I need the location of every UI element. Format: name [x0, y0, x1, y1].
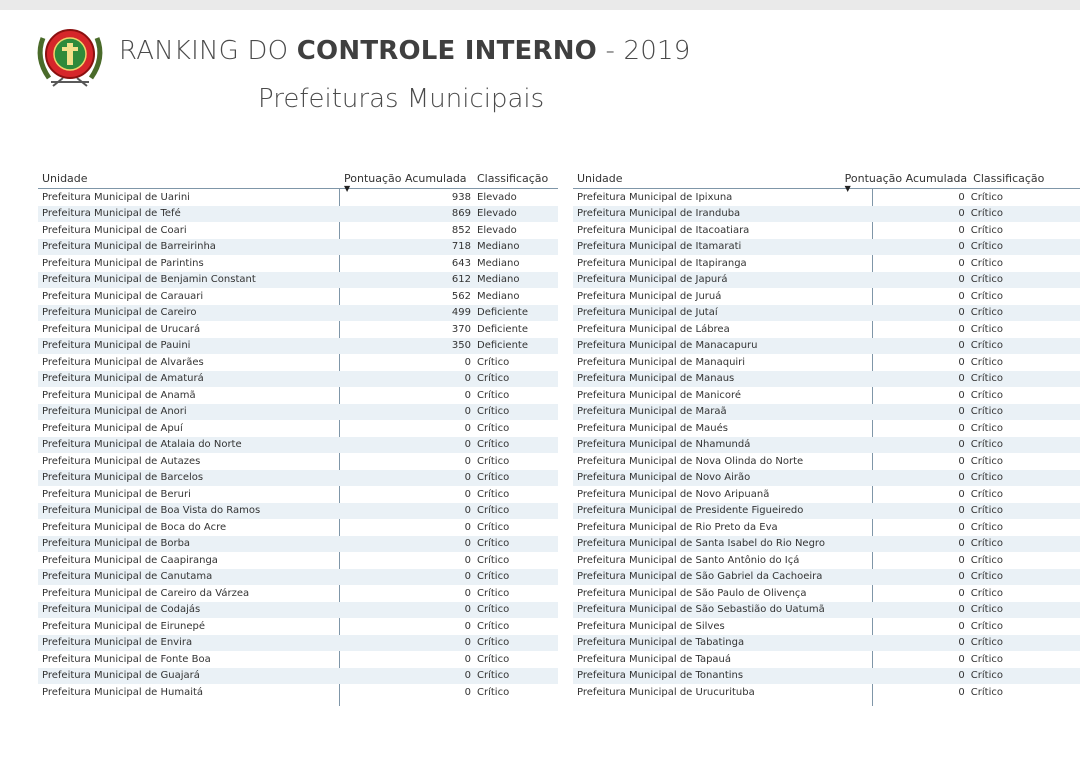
cell-pontuacao: 0 [464, 472, 471, 484]
table-row[interactable] [38, 651, 558, 668]
cell-pontuacao: 0 [958, 307, 965, 319]
table-row[interactable] [573, 354, 1080, 371]
cell-unidade: Prefeitura Municipal de Manacapuru [577, 340, 758, 352]
cell-unidade: Prefeitura Municipal de Juruá [577, 290, 722, 302]
cell-unidade: Prefeitura Municipal de Boa Vista do Ramos [42, 505, 261, 517]
cell-pontuacao: 0 [958, 472, 965, 484]
table-row[interactable] [38, 668, 558, 685]
cell-unidade: Prefeitura Municipal de Autazes [42, 455, 201, 467]
cell-classificacao: Crítico [477, 571, 510, 583]
cell-classificacao: Crítico [970, 505, 1003, 517]
table-row[interactable] [38, 354, 558, 371]
cell-unidade: Prefeitura Municipal de Barreirinha [42, 241, 216, 253]
cell-classificacao: Crítico [970, 323, 1003, 335]
cell-pontuacao: 0 [958, 356, 965, 368]
table-row[interactable] [38, 486, 558, 503]
cell-unidade: Prefeitura Municipal de Carauari [42, 290, 204, 302]
cell-pontuacao: 0 [958, 521, 965, 533]
cell-unidade: Prefeitura Municipal de Anamã [42, 389, 196, 401]
cell-pontuacao: 0 [958, 439, 965, 451]
cell-classificacao: Deficiente [477, 323, 528, 335]
column-header-classificacao[interactable]: Classificação [477, 172, 549, 185]
table-row[interactable] [573, 387, 1080, 404]
table-row[interactable] [573, 255, 1080, 272]
table-row[interactable] [38, 585, 558, 602]
cell-classificacao: Crítico [970, 620, 1003, 632]
cell-classificacao: Crítico [477, 620, 510, 632]
table-row[interactable] [573, 470, 1080, 487]
cell-unidade: Prefeitura Municipal de Urucurituba [577, 686, 755, 698]
cell-pontuacao: 350 [451, 340, 471, 352]
cell-unidade: Prefeitura Municipal de Barcelos [42, 472, 204, 484]
cell-classificacao: Crítico [970, 488, 1003, 500]
cell-unidade: Prefeitura Municipal de Parintins [42, 257, 204, 269]
cell-unidade: Prefeitura Municipal de Coari [42, 224, 187, 236]
cell-unidade: Prefeitura Municipal de Iranduba [577, 208, 741, 220]
table-body [573, 189, 1080, 701]
column-header-unidade[interactable]: Unidade [42, 172, 88, 185]
cell-pontuacao: 938 [451, 191, 471, 203]
cell-pontuacao: 0 [958, 587, 965, 599]
table-row[interactable] [38, 404, 558, 421]
cell-classificacao: Crítico [477, 670, 510, 682]
table-row[interactable] [38, 255, 558, 272]
cell-unidade: Prefeitura Municipal de Careiro da Várzea [42, 587, 250, 599]
table-row[interactable] [38, 470, 558, 487]
cell-classificacao: Crítico [477, 505, 510, 517]
cell-pontuacao: 0 [958, 653, 965, 665]
cell-pontuacao: 612 [451, 274, 471, 286]
cell-classificacao: Crítico [970, 637, 1003, 649]
cell-unidade: Prefeitura Municipal de Manicoré [577, 389, 742, 401]
cell-classificacao: Crítico [477, 554, 510, 566]
cell-pontuacao: 0 [958, 340, 965, 352]
cell-classificacao: Crítico [970, 208, 1003, 220]
cell-pontuacao: 0 [464, 422, 471, 434]
cell-classificacao: Crítico [970, 290, 1003, 302]
cell-pontuacao: 718 [451, 241, 471, 253]
cell-unidade: Prefeitura Municipal de Guajará [42, 670, 200, 682]
table-row[interactable] [573, 239, 1080, 256]
table-row[interactable] [573, 552, 1080, 569]
cell-classificacao: Crítico [477, 373, 510, 385]
cell-classificacao: Elevado [477, 191, 517, 203]
cell-pontuacao: 0 [464, 637, 471, 649]
cell-classificacao: Crítico [477, 488, 510, 500]
cell-unidade: Prefeitura Municipal de Careiro [42, 307, 197, 319]
cell-classificacao: Crítico [970, 455, 1003, 467]
cell-unidade: Prefeitura Municipal de Pauini [42, 340, 191, 352]
cell-pontuacao: 0 [958, 488, 965, 500]
cell-unidade: Prefeitura Municipal de Tonantins [577, 670, 744, 682]
cell-pontuacao: 0 [958, 257, 965, 269]
cell-unidade: Prefeitura Municipal de Silves [577, 620, 725, 632]
cell-unidade: Prefeitura Municipal de Jutaí [577, 307, 718, 319]
table-row[interactable] [573, 420, 1080, 437]
cell-pontuacao: 0 [464, 571, 471, 583]
cell-pontuacao: 0 [958, 191, 965, 203]
cell-pontuacao: 0 [958, 670, 965, 682]
table-row[interactable] [573, 585, 1080, 602]
cell-classificacao: Crítico [970, 587, 1003, 599]
cell-pontuacao: 0 [464, 620, 471, 632]
cell-pontuacao: 0 [958, 620, 965, 632]
cell-classificacao: Crítico [970, 356, 1003, 368]
cell-unidade: Prefeitura Municipal de Itacoatiara [577, 224, 750, 236]
cell-classificacao: Crítico [970, 538, 1003, 550]
sort-descending-icon[interactable]: ▼ [344, 184, 351, 193]
cell-unidade: Prefeitura Municipal de Santo Antônio do Içá [577, 554, 800, 566]
cell-classificacao: Mediano [477, 290, 520, 302]
cell-pontuacao: 643 [451, 257, 471, 269]
column-header-pontuacao[interactable]: Pontuação Acumulada ▼ [844, 172, 968, 193]
cell-classificacao: Crítico [970, 373, 1003, 385]
cell-unidade: Prefeitura Municipal de Manaquiri [577, 356, 746, 368]
table-row[interactable] [38, 536, 558, 553]
table-row[interactable] [573, 272, 1080, 289]
table-row[interactable] [38, 222, 558, 239]
cell-pontuacao: 0 [464, 356, 471, 368]
cell-unidade: Prefeitura Municipal de Itapiranga [577, 257, 747, 269]
cell-unidade: Prefeitura Municipal de Novo Airão [577, 472, 751, 484]
cell-classificacao: Crítico [970, 439, 1003, 451]
cell-classificacao: Deficiente [477, 340, 528, 352]
table-row[interactable] [573, 371, 1080, 388]
cell-pontuacao: 370 [451, 323, 471, 335]
cell-unidade: Prefeitura Municipal de Presidente Figueiredo [577, 505, 804, 517]
table-row[interactable] [38, 272, 558, 289]
cell-classificacao: Crítico [477, 439, 510, 451]
cell-unidade: Prefeitura Municipal de Anori [42, 406, 187, 418]
cell-classificacao: Crítico [477, 538, 510, 550]
cell-unidade: Prefeitura Municipal de Rio Preto da Eva [577, 521, 778, 533]
emblem-logo-icon [33, 24, 107, 90]
table-row[interactable] [573, 519, 1080, 536]
cell-pontuacao: 0 [464, 439, 471, 451]
cell-unidade: Prefeitura Municipal de Beruri [42, 488, 191, 500]
cell-unidade: Prefeitura Municipal de Caapiranga [42, 554, 218, 566]
cell-unidade: Prefeitura Municipal de Lábrea [577, 323, 730, 335]
table-row[interactable] [38, 552, 558, 569]
cell-classificacao: Crítico [477, 521, 510, 533]
cell-unidade: Prefeitura Municipal de Borba [42, 538, 191, 550]
cell-unidade: Prefeitura Municipal de Canutama [42, 571, 213, 583]
cell-unidade: Prefeitura Municipal de Atalaia do Norte [42, 439, 242, 451]
cell-pontuacao: 0 [958, 241, 965, 253]
table-row[interactable] [573, 536, 1080, 553]
cell-unidade: Prefeitura Municipal de Eirunepé [42, 620, 206, 632]
cell-classificacao: Crítico [970, 670, 1003, 682]
cell-classificacao: Crítico [477, 455, 510, 467]
cell-classificacao: Elevado [477, 208, 517, 220]
cell-pontuacao: 0 [958, 224, 965, 236]
cell-unidade: Prefeitura Municipal de São Sebastião do Uatumã [577, 604, 825, 616]
table-row[interactable] [573, 189, 1080, 206]
cell-classificacao: Mediano [477, 274, 520, 286]
table-row[interactable] [38, 239, 558, 256]
table-row[interactable] [573, 437, 1080, 454]
table-row[interactable] [38, 602, 558, 619]
table-row[interactable] [38, 453, 558, 470]
cell-pontuacao: 0 [464, 604, 471, 616]
table-row[interactable] [573, 503, 1080, 520]
cell-classificacao: Elevado [477, 224, 517, 236]
cell-unidade: Prefeitura Municipal de Urucará [42, 323, 201, 335]
cell-unidade: Prefeitura Municipal de Tabatinga [577, 637, 745, 649]
cell-pontuacao: 0 [464, 455, 471, 467]
cell-classificacao: Crítico [477, 637, 510, 649]
cell-unidade: Prefeitura Municipal de Ipixuna [577, 191, 733, 203]
cell-classificacao: Crítico [970, 274, 1003, 286]
cell-classificacao: Crítico [970, 686, 1003, 698]
cell-classificacao: Crítico [970, 257, 1003, 269]
sort-descending-icon[interactable]: ▼ [844, 184, 851, 193]
table-row[interactable] [573, 569, 1080, 586]
table-row[interactable] [38, 635, 558, 652]
cell-pontuacao: 562 [451, 290, 471, 302]
cell-classificacao: Mediano [477, 257, 520, 269]
ranking-table-right [573, 166, 1080, 701]
table-row[interactable] [38, 387, 558, 404]
cell-pontuacao: 0 [464, 389, 471, 401]
cell-classificacao: Crítico [970, 191, 1003, 203]
page-title: RANKING DO CONTROLE INTERNO - 2019 [119, 36, 691, 66]
cell-pontuacao: 0 [958, 373, 965, 385]
table-row[interactable] [38, 321, 558, 338]
table-row[interactable] [573, 684, 1080, 701]
cell-classificacao: Crítico [477, 406, 510, 418]
cell-unidade: Prefeitura Municipal de Nhamundá [577, 439, 751, 451]
cell-pontuacao: 0 [464, 521, 471, 533]
table-row[interactable] [573, 602, 1080, 619]
ranking-table-left [38, 166, 558, 701]
table-row[interactable] [573, 651, 1080, 668]
cell-pontuacao: 0 [958, 554, 965, 566]
table-row[interactable] [38, 569, 558, 586]
cell-classificacao: Crítico [970, 241, 1003, 253]
table-row[interactable] [38, 618, 558, 635]
table-row[interactable] [38, 206, 558, 223]
table-row[interactable] [38, 437, 558, 454]
top-bar [0, 0, 1080, 10]
cell-classificacao: Crítico [477, 686, 510, 698]
cell-pontuacao: 0 [464, 538, 471, 550]
cell-pontuacao: 0 [958, 686, 965, 698]
table-body [38, 189, 558, 701]
cell-classificacao: Crítico [970, 653, 1003, 665]
table-row[interactable] [573, 338, 1080, 355]
cell-unidade: Prefeitura Municipal de Apuí [42, 422, 183, 434]
cell-pontuacao: 0 [464, 488, 471, 500]
cell-classificacao: Crítico [970, 389, 1003, 401]
cell-classificacao: Crítico [970, 604, 1003, 616]
cell-pontuacao: 0 [464, 505, 471, 517]
table-row[interactable] [573, 404, 1080, 421]
table-row[interactable] [573, 321, 1080, 338]
cell-pontuacao: 0 [464, 373, 471, 385]
cell-classificacao: Crítico [477, 389, 510, 401]
cell-pontuacao: 0 [464, 587, 471, 599]
table-row[interactable] [38, 420, 558, 437]
cell-unidade: Prefeitura Municipal de Amaturá [42, 373, 204, 385]
table-row[interactable] [38, 519, 558, 536]
cell-classificacao: Crítico [970, 571, 1003, 583]
cell-unidade: Prefeitura Municipal de Nova Olinda do Norte [577, 455, 804, 467]
table-header [38, 166, 558, 193]
cell-unidade: Prefeitura Municipal de São Paulo de Olivença [577, 587, 807, 599]
cell-classificacao: Crítico [477, 604, 510, 616]
cell-classificacao: Deficiente [477, 307, 528, 319]
cell-pontuacao: 869 [451, 208, 471, 220]
cell-classificacao: Crítico [970, 406, 1003, 418]
cell-unidade: Prefeitura Municipal de Codajás [42, 604, 201, 616]
cell-unidade: Prefeitura Municipal de São Gabriel da Cachoeira [577, 571, 823, 583]
cell-unidade: Prefeitura Municipal de Uarini [42, 191, 190, 203]
cell-unidade: Prefeitura Municipal de Santa Isabel do Rio Negro [577, 538, 825, 550]
table-row[interactable] [38, 684, 558, 701]
cell-classificacao: Mediano [477, 241, 520, 253]
cell-unidade: Prefeitura Municipal de Novo Aripuanã [577, 488, 770, 500]
table-row[interactable] [573, 305, 1080, 322]
cell-unidade: Prefeitura Municipal de Benjamin Constant [42, 274, 256, 286]
cell-classificacao: Crítico [477, 472, 510, 484]
table-row[interactable] [573, 222, 1080, 239]
column-header-unidade[interactable]: Unidade [577, 172, 623, 185]
cell-unidade: Prefeitura Municipal de Boca do Acre [42, 521, 227, 533]
table-row[interactable] [38, 371, 558, 388]
table-row[interactable] [38, 189, 558, 206]
cell-pontuacao: 0 [958, 604, 965, 616]
cell-pontuacao: 852 [451, 224, 471, 236]
cell-pontuacao: 0 [958, 637, 965, 649]
cell-pontuacao: 0 [958, 208, 965, 220]
table-row[interactable] [38, 338, 558, 355]
cell-pontuacao: 0 [958, 406, 965, 418]
cell-pontuacao: 0 [958, 290, 965, 302]
cell-pontuacao: 0 [958, 505, 965, 517]
cell-pontuacao: 499 [451, 307, 471, 319]
column-header-pontuacao[interactable]: Pontuação Acumulada ▼ [344, 172, 467, 193]
cell-classificacao: Crítico [970, 224, 1003, 236]
cell-pontuacao: 0 [958, 389, 965, 401]
cell-classificacao: Crítico [970, 307, 1003, 319]
cell-pontuacao: 0 [464, 653, 471, 665]
page-subtitle: Prefeituras Municipais [258, 84, 545, 114]
table-row[interactable] [573, 618, 1080, 635]
table-row[interactable] [38, 305, 558, 322]
cell-classificacao: Crítico [970, 472, 1003, 484]
cell-unidade: Prefeitura Municipal de Humaitá [42, 686, 204, 698]
cell-pontuacao: 0 [464, 670, 471, 682]
cell-pontuacao: 0 [958, 455, 965, 467]
cell-pontuacao: 0 [958, 422, 965, 434]
cell-classificacao: Crítico [477, 653, 510, 665]
cell-unidade: Prefeitura Municipal de Maués [577, 422, 728, 434]
table-row[interactable] [573, 668, 1080, 685]
cell-classificacao: Crítico [970, 554, 1003, 566]
cell-unidade: Prefeitura Municipal de Tapauá [577, 653, 732, 665]
cell-classificacao: Crítico [970, 521, 1003, 533]
cell-pontuacao: 0 [958, 274, 965, 286]
cell-unidade: Prefeitura Municipal de Envira [42, 637, 193, 649]
cell-unidade: Prefeitura Municipal de Japurá [577, 274, 728, 286]
cell-classificacao: Crítico [477, 356, 510, 368]
cell-unidade: Prefeitura Municipal de Maraã [577, 406, 727, 418]
table-row[interactable] [38, 288, 558, 305]
table-row[interactable] [573, 635, 1080, 652]
cell-classificacao: Crítico [477, 587, 510, 599]
cell-unidade: Prefeitura Municipal de Tefé [42, 208, 181, 220]
table-row[interactable] [573, 206, 1080, 223]
table-row[interactable] [38, 503, 558, 520]
cell-pontuacao: 0 [958, 323, 965, 335]
cell-pontuacao: 0 [464, 406, 471, 418]
cell-pontuacao: 0 [464, 554, 471, 566]
cell-classificacao: Crítico [477, 422, 510, 434]
cell-classificacao: Crítico [970, 340, 1003, 352]
table-row[interactable] [573, 486, 1080, 503]
cell-unidade: Prefeitura Municipal de Manaus [577, 373, 735, 385]
cell-unidade: Prefeitura Municipal de Fonte Boa [42, 653, 211, 665]
table-row[interactable] [573, 288, 1080, 305]
cell-unidade: Prefeitura Municipal de Itamarati [577, 241, 742, 253]
table-header [573, 166, 1080, 193]
cell-pontuacao: 0 [464, 686, 471, 698]
cell-unidade: Prefeitura Municipal de Alvarães [42, 356, 204, 368]
cell-pontuacao: 0 [958, 571, 965, 583]
table-row[interactable] [573, 453, 1080, 470]
column-header-classificacao[interactable]: Classificação [973, 172, 1045, 185]
cell-classificacao: Crítico [970, 422, 1003, 434]
cell-pontuacao: 0 [958, 538, 965, 550]
